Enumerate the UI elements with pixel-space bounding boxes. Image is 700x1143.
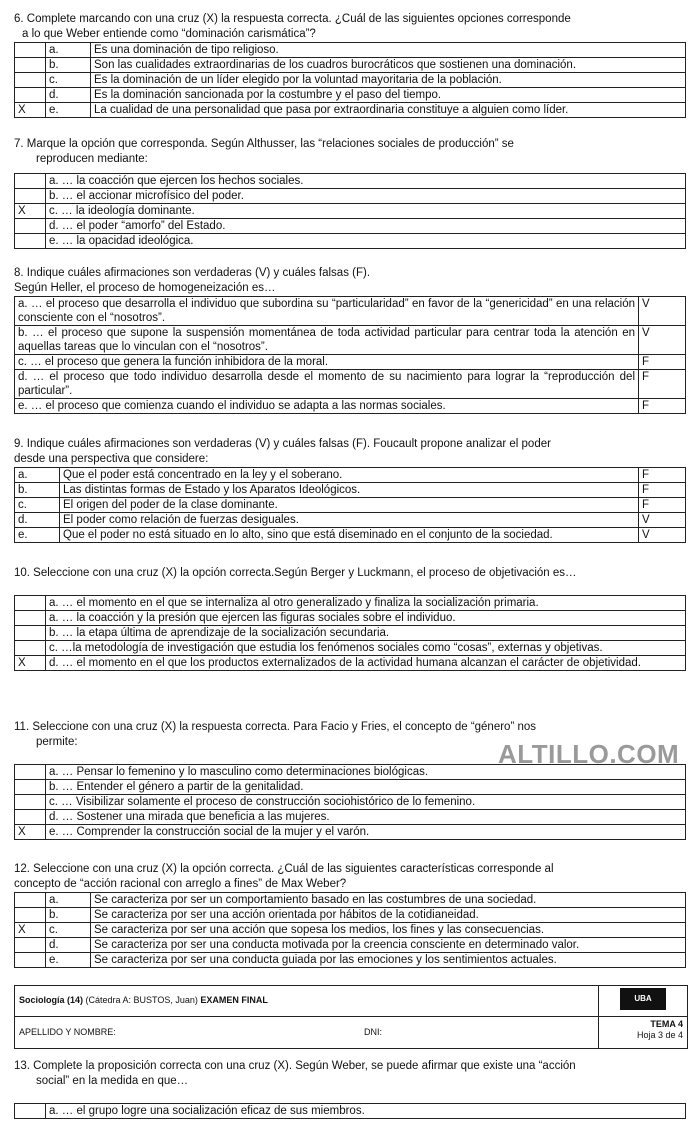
question-6-options: [14, 42, 686, 118]
dni-field-label[interactable]: DNI:: [364, 1026, 382, 1037]
option-row[interactable]: [15, 218, 686, 233]
exam-header-top: [15, 986, 687, 1017]
answer-mark[interactable]: [15, 1103, 46, 1118]
answer-mark[interactable]: X: [15, 655, 46, 670]
course-chair: (Cátedra A: BUSTOS, Juan): [83, 995, 201, 1005]
statement-text: d. … el proceso que todo individuo desarrolla desde el momento de su nacimiento para lograr la “reproducción del particular”.: [15, 369, 639, 398]
altillo-watermark: ALTILLO.COM: [498, 739, 680, 769]
vf-answer[interactable]: F: [639, 369, 686, 398]
statement-text: e. … el proceso que comienza cuando el individuo se adapta a las normas sociales.: [15, 398, 639, 413]
answer-mark[interactable]: [15, 779, 46, 794]
option-text: Se caracteriza por ser una conducta guiada por las emociones y los sentimientos actuales.: [91, 952, 686, 967]
option-row[interactable]: [15, 952, 686, 967]
option-text: a. … Pensar lo femenino y lo masculino como determinaciones biológicas.: [46, 764, 686, 779]
tema-cell: [599, 1017, 687, 1049]
option-text: a. … la coacción que ejercen los hechos sociales.: [46, 173, 686, 188]
answer-mark[interactable]: X: [15, 824, 46, 839]
statement-text: Que el poder está concentrado en la ley y el soberano.: [60, 467, 639, 482]
statement-text: c. … el proceso que genera la función inhibidora de la moral.: [15, 354, 639, 369]
question-11-intro: 11. Seleccione con una cruz (X) la respuesta correcta. Para Facio y Fries, el concepto de “género” nos: [14, 721, 537, 733]
course-name: Sociología (14): [19, 995, 84, 1005]
option-text: c. … Visibilizar solamente el proceso de construcción sociohistórico de lo femenino.: [46, 794, 686, 809]
option-letter: e.: [46, 952, 91, 967]
answer-mark[interactable]: X: [15, 203, 46, 218]
answer-mark[interactable]: [15, 72, 46, 87]
exam-header-box: [14, 985, 688, 1049]
option-row[interactable]: [15, 203, 686, 218]
question-7-intro-cont: reproducen mediante:: [36, 152, 148, 165]
statement-row: [15, 512, 686, 527]
option-text: Son las cualidades extraordinarias de los cuadros burocráticos que sostienen una dominación.: [91, 57, 686, 72]
answer-mark[interactable]: [15, 218, 46, 233]
exam-type: EXAMEN FINAL: [200, 995, 268, 1005]
option-row[interactable]: [15, 824, 686, 839]
option-text: a. … el momento en el que se internaliza al otro generalizado y finaliza la socialización primaria.: [46, 595, 686, 610]
option-row[interactable]: [15, 640, 686, 655]
option-row[interactable]: [15, 610, 686, 625]
question-6-intro-cont: a lo que Weber entiende como “dominación carismática”?: [22, 27, 316, 40]
answer-mark[interactable]: [15, 188, 46, 203]
answer-mark[interactable]: [15, 937, 46, 952]
option-text: c. …la metodología de investigación que estudia los fenómenos sociales como “cosas”, externas y objetivas.: [46, 640, 686, 655]
statement-letter: d.: [15, 512, 60, 527]
student-fields: [15, 1017, 599, 1049]
question-10-intro: 10. Seleccione con una cruz (X) la opción correcta.Según Berger y Luckmann, el proceso de objetivación es…: [14, 567, 577, 579]
question-8-intro-cont: Según Heller, el proceso de homogeneización es…: [14, 281, 276, 294]
question-11-intro-cont: permite:: [36, 735, 78, 748]
statement-row: [15, 296, 686, 325]
answer-mark[interactable]: [15, 595, 46, 610]
option-row[interactable]: [15, 937, 686, 952]
answer-mark[interactable]: [15, 640, 46, 655]
option-letter: a.: [46, 42, 91, 57]
option-row[interactable]: [15, 595, 686, 610]
option-text: e. … la opacidad ideológica.: [46, 233, 686, 248]
statement-text: a. … el proceso que desarrolla el individuo que subordina su “particularidad” en favor de la “genericidad” en una relación consciente con el “nosotros”.: [15, 296, 639, 325]
vf-answer[interactable]: F: [639, 354, 686, 369]
statement-row: [15, 497, 686, 512]
question-13-intro-cont: social” en la medida en que…: [36, 1074, 189, 1087]
statement-text: El poder como relación de fuerzas desiguales.: [60, 512, 639, 527]
question-12-intro: 12. Seleccione con una cruz (X) la opción correcta. ¿Cuál de las siguientes características corresponde al: [14, 863, 554, 875]
statement-row: [15, 369, 686, 398]
statement-text: El origen del poder de la clase dominante.: [60, 497, 639, 512]
statement-row: [15, 527, 686, 542]
option-letter: e.: [46, 102, 91, 117]
vf-answer[interactable]: V: [639, 296, 686, 325]
option-row[interactable]: [15, 922, 686, 937]
option-row[interactable]: [15, 188, 686, 203]
option-text: d. … el momento en el que los productos externalizados de la actividad humana alcanzan el carácter de objetividad.: [46, 655, 686, 670]
statement-row: [15, 325, 686, 354]
page-counter: Hoja 3 de 4: [636, 1030, 683, 1041]
question-7-options: [14, 173, 686, 249]
uba-logo: UBA: [620, 988, 666, 1010]
question-6-intro: 6. Complete marcando con una cruz (X) la respuesta correcta. ¿Cuál de las siguientes opciones corresponde: [14, 13, 571, 25]
answer-mark[interactable]: [15, 57, 46, 72]
question-9-statements: [14, 467, 686, 543]
option-row[interactable]: [15, 892, 686, 907]
question-12-options: [14, 892, 686, 968]
answer-mark[interactable]: [15, 764, 46, 779]
name-field-label[interactable]: APELLIDO Y NOMBRE:: [19, 1026, 116, 1037]
question-8-statements: [14, 296, 686, 414]
question-11-options: [14, 764, 686, 840]
option-row[interactable]: [15, 87, 686, 102]
statement-row: [15, 467, 686, 482]
course-info: [15, 986, 599, 1016]
answer-mark[interactable]: [15, 233, 46, 248]
option-text: a. … el grupo logre una socialización eficaz de sus miembros.: [46, 1103, 686, 1118]
statement-letter: e.: [15, 527, 60, 542]
option-letter: a.: [46, 892, 91, 907]
option-row[interactable]: [15, 72, 686, 87]
question-13: [14, 1059, 686, 1119]
answer-mark[interactable]: X: [15, 102, 46, 117]
option-row[interactable]: [15, 794, 686, 809]
vf-answer[interactable]: V: [639, 512, 686, 527]
option-text: a. … la coacción y la presión que ejercen las figuras sociales sobre el individuo.: [46, 610, 686, 625]
option-text: d. … Sostener una mirada que beneficia a las mujeres.: [46, 809, 686, 824]
option-text: e. … Comprender la construcción social de la mujer y el varón.: [46, 824, 686, 839]
statement-text: Que el poder no está situado en lo alto, sino que está diseminado en el conjunto de la sociedad.: [60, 527, 639, 542]
answer-mark[interactable]: [15, 87, 46, 102]
question-13-options: [14, 1103, 686, 1119]
answer-mark[interactable]: [15, 42, 46, 57]
option-text: b. … la etapa última de aprendizaje de la socialización secundaria.: [46, 625, 686, 640]
option-text: Se caracteriza por ser una acción orientada por hábitos de la cotidianeidad.: [91, 907, 686, 922]
answer-mark[interactable]: [15, 625, 46, 640]
statement-letter: b.: [15, 482, 60, 497]
option-row[interactable]: [15, 655, 686, 670]
option-row[interactable]: [15, 102, 686, 117]
option-row[interactable]: [15, 907, 686, 922]
option-text: Se caracteriza por ser una conducta motivada por la creencia consciente en determinado valor.: [91, 937, 686, 952]
vf-answer[interactable]: F: [639, 482, 686, 497]
option-letter: c.: [46, 72, 91, 87]
question-6: [14, 12, 686, 118]
exam-header-bottom: [15, 1017, 687, 1049]
question-12: [14, 862, 686, 968]
answer-mark[interactable]: [15, 173, 46, 188]
option-text: La cualidad de una personalidad que pasa por extraordinaria constituye a alguien como líder.: [91, 102, 686, 117]
vf-answer[interactable]: F: [639, 497, 686, 512]
option-letter: c.: [46, 922, 91, 937]
option-text: Se caracteriza por ser una acción que sopesa los medios, los fines y las consecuencias.: [91, 922, 686, 937]
option-text: Es la dominación sancionada por la costumbre y el paso del tiempo.: [91, 87, 686, 102]
answer-mark[interactable]: [15, 907, 46, 922]
statement-text: b. … el proceso que supone la suspensión momentánea de toda actividad particular para centrar toda la atención en aquellas tareas que lo vinculan con el “nosotros”.: [15, 325, 639, 354]
answer-mark[interactable]: [15, 794, 46, 809]
tema-label: TEMA 4: [650, 1018, 683, 1029]
question-7-intro: 7. Marque la opción que corresponda. Según Althusser, las “relaciones sociales de producción” se: [14, 138, 514, 150]
option-letter: b.: [46, 907, 91, 922]
option-letter: d.: [46, 87, 91, 102]
question-9: [14, 437, 686, 543]
answer-mark[interactable]: [15, 610, 46, 625]
option-text: Es una dominación de tipo religioso.: [91, 42, 686, 57]
option-row[interactable]: [15, 1103, 686, 1118]
question-10-options: [14, 595, 686, 671]
option-row[interactable]: [15, 809, 686, 824]
vf-answer[interactable]: V: [639, 325, 686, 354]
question-9-intro-cont: desde una perspectiva que considere:: [14, 452, 209, 465]
option-text: b. … el accionar microfísico del poder.: [46, 188, 686, 203]
option-text: d. … el poder “amorfo” del Estado.: [46, 218, 686, 233]
option-row[interactable]: [15, 173, 686, 188]
statement-letter: c.: [15, 497, 60, 512]
question-8-intro: 8. Indique cuáles afirmaciones son verdaderas (V) y cuáles falsas (F).: [14, 267, 371, 279]
logo-cell: [599, 986, 687, 1016]
option-row[interactable]: [15, 233, 686, 248]
question-7: [14, 137, 686, 249]
vf-answer[interactable]: V: [639, 527, 686, 542]
option-text: Es la dominación de un líder elegido por la voluntad mayoritaria de la población.: [91, 72, 686, 87]
answer-mark[interactable]: [15, 809, 46, 824]
answer-mark[interactable]: [15, 892, 46, 907]
question-9-intro: 9. Indique cuáles afirmaciones son verdaderas (V) y cuáles falsas (F). Foucault propone analizar el poder: [14, 438, 551, 450]
statement-row: [15, 354, 686, 369]
option-letter: b.: [46, 57, 91, 72]
option-letter: d.: [46, 937, 91, 952]
vf-answer[interactable]: F: [639, 398, 686, 413]
option-text: b. … Entender el género a partir de la genitalidad.: [46, 779, 686, 794]
option-text: c. … la ideología dominante.: [46, 203, 686, 218]
question-13-intro: 13. Complete la proposición correcta con una cruz (X). Según Weber, se puede afirmar que existe una “acción: [14, 1060, 576, 1072]
option-row[interactable]: [15, 42, 686, 57]
option-row[interactable]: [15, 625, 686, 640]
statement-letter: a.: [15, 467, 60, 482]
statement-text: Las distintas formas de Estado y los Aparatos Ideológicos.: [60, 482, 639, 497]
answer-mark[interactable]: X: [15, 922, 46, 937]
question-12-intro-cont: concepto de “acción racional con arreglo a fines” de Max Weber?: [14, 877, 347, 890]
statement-row: [15, 482, 686, 497]
option-row[interactable]: [15, 57, 686, 72]
option-row[interactable]: [15, 779, 686, 794]
answer-mark[interactable]: [15, 952, 46, 967]
vf-answer[interactable]: F: [639, 467, 686, 482]
option-text: Se caracteriza por ser un comportamiento basado en las costumbres de una sociedad.: [91, 892, 686, 907]
question-8: [14, 266, 686, 414]
question-10: [14, 566, 686, 671]
statement-row: [15, 398, 686, 413]
